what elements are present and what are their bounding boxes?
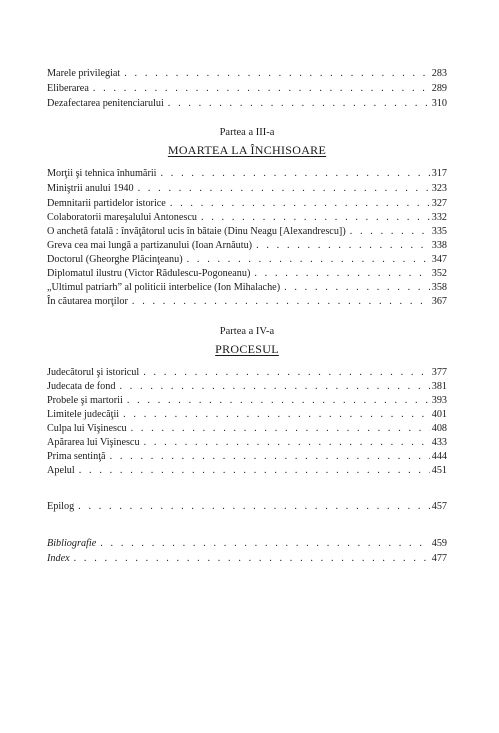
toc-entry	[47, 267, 447, 280]
dot-leader	[284, 281, 430, 294]
entry-title: Doctorul (Gheorghe Plăcinţeanu)	[47, 254, 183, 265]
dot-leader	[123, 408, 430, 421]
toc-entry	[47, 295, 447, 308]
entry-title: Eliberarea	[47, 83, 89, 94]
entry-page: 393	[431, 395, 447, 406]
toc-entry-index	[47, 552, 447, 565]
entry-title: Index	[47, 553, 70, 564]
dot-leader	[93, 82, 430, 95]
entry-page: 451	[431, 465, 447, 476]
entry-page: 323	[431, 183, 447, 194]
dot-leader	[132, 295, 430, 308]
entry-title: În căutarea morţilor	[47, 296, 128, 307]
entry-page: 317	[431, 168, 447, 179]
entry-page: 332	[431, 212, 447, 223]
entry-title: O anchetă fatală : învăţătorul ucis în bătaie (Dinu Neagu [Alexandrescu])	[47, 226, 346, 237]
part-label: Partea a IV-a	[219, 326, 275, 337]
dot-leader	[127, 394, 430, 407]
entry-title: Culpa lui Vişinescu	[47, 423, 127, 434]
entry-title: Apelul	[47, 465, 75, 476]
entry-title: Dezafectarea penitenciarului	[47, 98, 164, 109]
entry-page: 457	[431, 501, 447, 512]
entry-page: 367	[431, 296, 447, 307]
entry-page: 433	[431, 437, 447, 448]
toc-entry	[47, 380, 447, 393]
part-title: PROCESUL	[215, 342, 279, 356]
toc-entry	[47, 97, 447, 110]
entry-page: 377	[431, 367, 447, 378]
dot-leader	[161, 167, 430, 180]
dot-leader	[100, 537, 429, 550]
entry-page: 338	[431, 240, 447, 251]
dot-leader	[170, 197, 430, 210]
entry-title: Judecătorul şi istoricul	[47, 367, 140, 378]
toc-entry	[47, 67, 447, 80]
entry-title: Prima sentinţă	[47, 451, 106, 462]
entry-page: 335	[431, 226, 447, 237]
part-title: MOARTEA LA ÎNCHISOARE	[167, 143, 327, 157]
entry-page: 401	[431, 409, 447, 420]
dot-leader	[74, 552, 430, 565]
entry-title: „Ultimul patriarh” al politicii interbelice (Ion Mihalache)	[47, 282, 281, 293]
toc-entry	[47, 422, 447, 435]
toc-entry-epilog	[47, 500, 447, 513]
dot-leader	[143, 366, 429, 379]
entry-page: 444	[431, 451, 447, 462]
toc-entry	[47, 436, 447, 449]
toc-entry	[47, 281, 447, 294]
toc-entry	[47, 182, 447, 195]
entry-page: 477	[431, 553, 447, 564]
entry-title: Judecata de fond	[47, 381, 116, 392]
dot-leader	[187, 253, 430, 266]
dot-leader	[256, 239, 430, 252]
entry-page: 381	[431, 381, 447, 392]
dot-leader	[168, 97, 430, 110]
toc-entry	[47, 167, 447, 180]
entry-page: 327	[431, 198, 447, 209]
entry-title: Apărarea lui Vişinescu	[47, 437, 140, 448]
toc-entry	[47, 450, 447, 463]
dot-leader	[131, 422, 430, 435]
entry-title: Diplomatul ilustru (Victor Rădulescu-Pogoneanu)	[47, 268, 251, 279]
toc-entry-bibliography	[47, 537, 447, 550]
entry-page: 283	[431, 68, 447, 79]
toc-entry	[47, 408, 447, 421]
entry-page: 310	[431, 98, 447, 109]
dot-leader	[119, 380, 429, 393]
toc-entry	[47, 197, 447, 210]
dot-leader	[79, 464, 430, 477]
entry-title: Morţii şi tehnica înhumării	[47, 168, 157, 179]
entry-title: Limitele judecăţii	[47, 409, 120, 420]
table-of-contents-page	[47, 0, 447, 733]
toc-entry	[47, 394, 447, 407]
dot-leader	[201, 211, 430, 224]
toc-entry	[47, 253, 447, 266]
entry-page: 358	[431, 282, 447, 293]
entry-page: 408	[431, 423, 447, 434]
part-label: Partea a III-a	[219, 127, 275, 138]
toc-entry	[47, 82, 447, 95]
dot-leader	[110, 450, 430, 463]
entry-title: Greva cea mai lungă a partizanului (Ioan Arnăutu)	[47, 240, 253, 251]
dot-leader	[144, 436, 430, 449]
dot-leader	[138, 182, 430, 195]
entry-title: Demnitarii partidelor istorice	[47, 198, 166, 209]
entry-title: Colaboratorii mareşalului Antonescu	[47, 212, 197, 223]
entry-title: Probele şi martorii	[47, 395, 123, 406]
entry-page: 352	[431, 268, 447, 279]
entry-title: Miniştrii anului 1940	[47, 183, 134, 194]
dot-leader	[350, 225, 430, 238]
dot-leader	[78, 500, 430, 513]
entry-title: Marele privilegiat	[47, 68, 121, 79]
toc-entry	[47, 225, 447, 238]
dot-leader	[124, 67, 429, 80]
dot-leader	[254, 267, 429, 280]
entry-title: Bibliografie	[47, 538, 97, 549]
toc-entry	[47, 239, 447, 252]
toc-entry	[47, 464, 447, 477]
toc-entry	[47, 211, 447, 224]
entry-page: 289	[431, 83, 447, 94]
entry-title: Epilog	[47, 501, 75, 512]
entry-page: 347	[431, 254, 447, 265]
toc-entry	[47, 366, 447, 379]
entry-page: 459	[431, 538, 447, 549]
